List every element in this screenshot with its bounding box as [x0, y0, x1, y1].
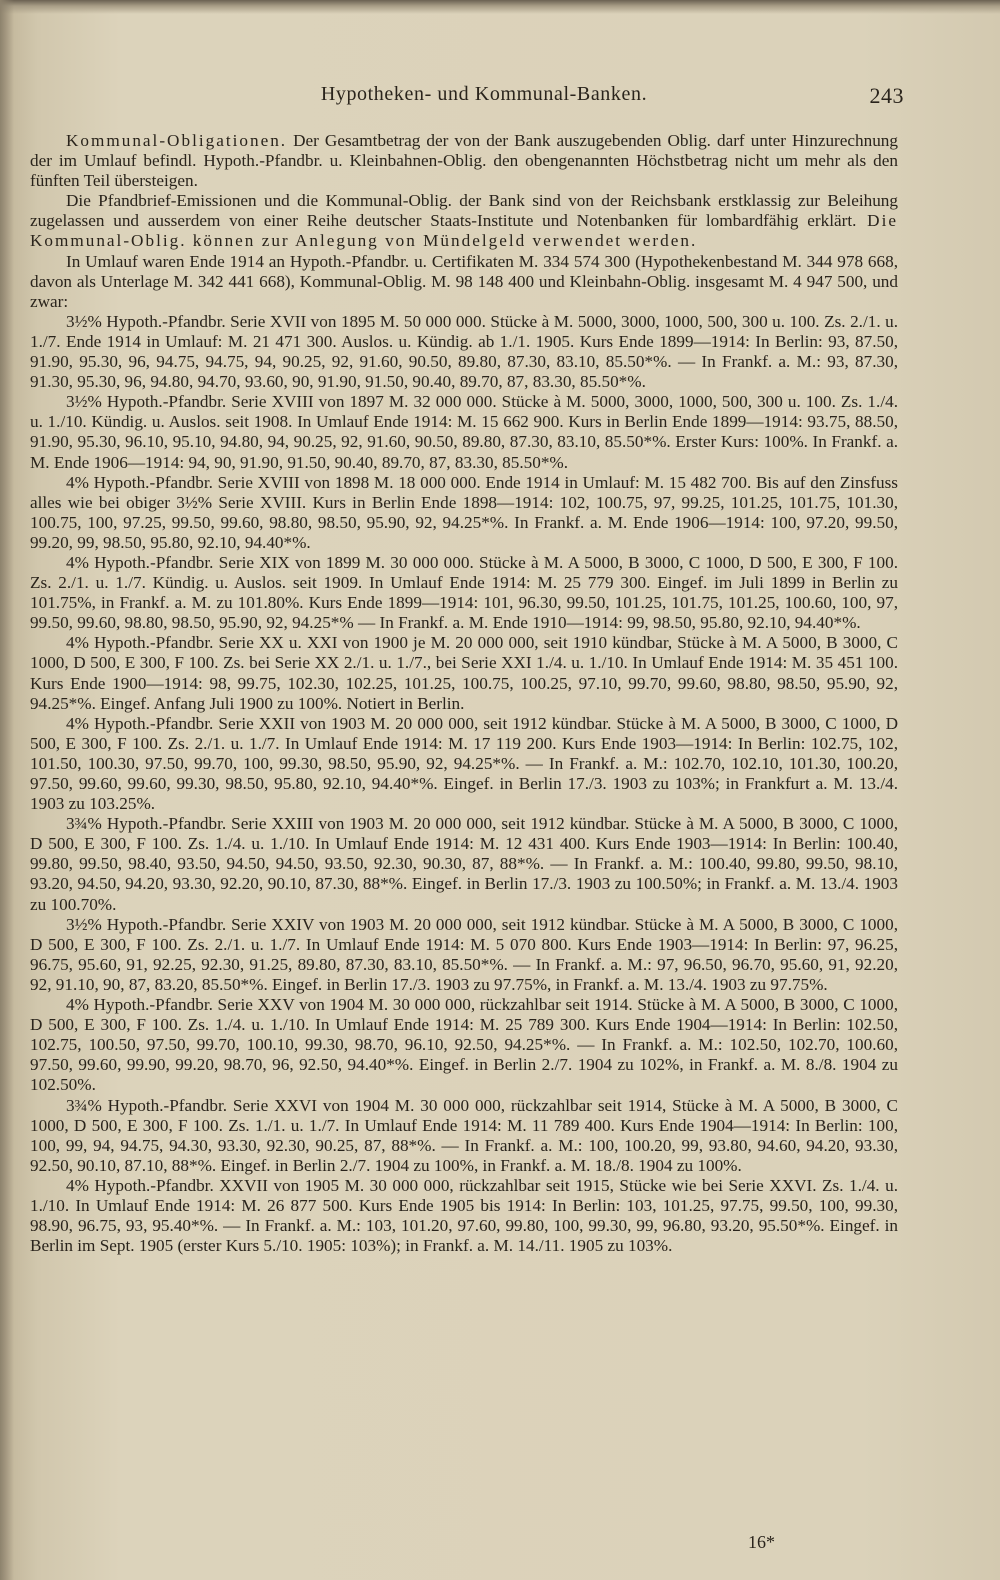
paragraph-serie-xviii-3-5	[30, 392, 898, 472]
body-text	[30, 131, 898, 1256]
running-title: Hypotheken- und Kommunal-Banken.	[320, 83, 648, 105]
page-number: 243	[869, 83, 904, 108]
paragraph-serie-xxiv	[30, 915, 898, 995]
paragraph-text: 4% Hypoth.-Pfandbr. Serie XVIII von 1898 M. 18 000 000. Ende 1914 in Umlauf: M. 15 482 700. Bis auf den Zinsfuss alles wie bei obiger 3½% Serie XVIII. Kurs in Berlin Ende 1898—1914: 102, 100.75, 97, 99.25, 101.25, 101.75, 101.30, 100.75, 100, 97.25, 99.50, 99.60, 98.80, 98.50, 95.90, 92, 94.25*%. In Frankf. a. M. Ende 1906—1914: 100, 97.20, 99.50, 99.20, 99, 98.50, 95.80, 92.10, 94.40*%.	[30, 472, 898, 552]
signature-mark: 16*	[748, 1532, 775, 1552]
paragraph-text: 3¾% Hypoth.-Pfandbr. Serie XXVI von 1904 M. 30 000 000, rückzahlbar seit 1914, Stücke à M. A 5000, B 3000, C 1000, D 500, E 300, F 100. Zs. 1./1. u. 1./7. In Umlauf Ende 1914: M. 11 789 400. Kurs Ende 1904—1914: In Berlin: 100, 100, 99, 94, 94.75, 94.30, 93.30, 92.30, 90.25, 87, 88*%. — In Frankf. a. M.: 100, 100.20, 99, 93.80, 94.60, 94.20, 93.30, 92.50, 90.10, 87.10, 88*%. Eingef. in Berlin 2./7. 1904 zu 100%, in Frankf. a. M. 18./8. 1904 zu 100%.	[30, 1095, 898, 1175]
paragraph-umlauf-summary	[30, 252, 898, 312]
paragraph-text: 4% Hypoth.-Pfandbr. XXVII von 1905 M. 30 000 000, rückzahlbar seit 1915, Stücke wie bei Serie XXVI. Zs. 1./4. u. 1./10. In Umlauf Ende 1914: M. 26 877 500. Kurs Ende 1905 bis 1914: In Berlin: 103, 101.25, 97.75, 99.50, 100, 99.30, 98.90, 96.75, 93, 95.40*%. — In Frankf. a. M.: 103, 101.20, 97.60, 99.80, 100, 99.30, 99, 96.80, 93.20, 95.50*%. Eingef. in Berlin im Sept. 1905 (erster Kurs 5./10. 1905: 103%); in Frankf. a. M. 14./11. 1905 zu 103%.	[30, 1175, 898, 1256]
paragraph-text: 3½% Hypoth.-Pfandbr. Serie XVII von 1895 M. 50 000 000. Stücke à M. 5000, 3000, 1000, 500, 300 u. 100. Zs. 2./1. u. 1./7. Ende 1914 in Umlauf: M. 21 471 300. Auslos. u. Kündig. ab 1./1. 1905. Kurs Ende 1899—1914: In Berlin: 93, 87.50, 91.90, 95.30, 96, 94.75, 94.75, 94, 90.25, 92, 91.60, 90.50, 89.80, 87.30, 83.10, 85.50*%. — In Frankf. a. M.: 93, 87.30, 91.30, 95.30, 96, 94.80, 94.70, 93.60, 90, 91.90, 91.50, 90.40, 89.70, 87, 83.30, 85.50*%.	[30, 311, 898, 392]
paragraph-text: 3½% Hypoth.-Pfandbr. Serie XXIV von 1903 M. 20 000 000, seit 1912 kündbar. Stücke à M. A 5000, B 3000, C 1000, D 500, E 300, F 100. Zs. 2./1. u. 1./7. In Umlauf Ende 1914: M. 5 070 800. Kurs Ende 1903—1914: In Berlin: 97, 96.25, 96.75, 95.60, 91, 92.25, 92.30, 91.25, 89.80, 87.30, 83.10, 85.50*%. — In Frankf. a. M.: 97, 96.50, 96.70, 95.60, 91, 92.20, 92, 91.10, 90, 87, 83.20, 85.50*%. Eingef. in Berlin 17./3. 1903 zu 97.75%, in Frankf. a. M. 13./4. 1903 zu 97.75%.	[30, 914, 898, 994]
page-top-shadow	[0, 0, 1000, 14]
paragraph-serie-xxvi	[30, 1096, 898, 1176]
paragraph-serie-xviii-4	[30, 473, 898, 553]
paragraph-text: 4% Hypoth.-Pfandbr. Serie XX u. XXI von 1900 je M. 20 000 000, seit 1910 kündbar, Stücke à M. A 5000, B 3000, C 1000, D 500, E 300, F 100. Zs. bei Serie XX 2./1. u. 1./7., bei Serie XXI 1./4. u. 1./10. In Umlauf Ende 1914: M. 35 451 100. Kurs Ende 1900—1914: 98, 99.75, 102.30, 102.25, 101.25, 100.75, 100.25, 97.10, 99.70, 99.60, 98.80, 98.50, 95.90, 92, 94.25*%. Eingef. Anfang Juli 1900 zu 100%. Notiert in Berlin.	[30, 633, 898, 713]
spaced-heading: Kommunal-Obligationen.	[66, 131, 288, 150]
paragraph-pfandbrief-emissionen	[30, 191, 898, 251]
paragraph-text: Der Gesamtbetrag der von der Bank auszugebenden Oblig. darf unter Hinzurechnung der im Umlauf befindl. Hypoth.-Pfandbr. u. Kleinbahnen-Oblig. den obengenannten Höchstbetrag nicht um mehr als den fünften Teil übersteigen.	[30, 131, 898, 191]
paragraph-text: 4% Hypoth.-Pfandbr. Serie XIX von 1899 M. 30 000 000. Stücke à M. A 5000, B 3000, C 1000, D 500, E 300, F 100. Zs. 2./1. u. 1./7. Kündig. u. Auslos. seit 1909. In Umlauf Ende 1914: M. 25 779 300. Eingef. im Juli 1899 in Berlin zu 101.75%, in Frankf. a. M. zu 101.80%. Kurs Ende 1899—1914: 101, 96.30, 99.50, 101.25, 101.75, 101.25, 100.60, 100, 97, 99.50, 99.60, 98.80, 98.50, 95.90, 92, 94.25*% — In Frankf. a. M. Ende 1910—1914: 99, 98.50, 95.80, 92.10, 94.40*%.	[30, 552, 898, 633]
spaced-sentence: Die Kommunal-Oblig. können zur Anlegung von Mündelgeld verwendet werden.	[30, 211, 898, 251]
paragraph-serie-xvii	[30, 312, 898, 392]
paragraph-text: 3½% Hypoth.-Pfandbr. Serie XVIII von 1897 M. 32 000 000. Stücke à M. 5000, 3000, 1000, 500, 300 u. 100. Zs. 1./4. u. 1./10. Kündig. u. Auslos. seit 1908. In Umlauf Ende 1914: M. 15 662 900. Kurs in Berlin Ende 1899—1914: 93.75, 88.50, 91.90, 95.30, 96.10, 95.10, 94.80, 94, 90.25, 92, 91.60, 90.50, 89.80, 87.30, 83.10, 85.50*%. Erster Kurs: 100%. In Frankf. a. M. Ende 1906—1914: 94, 90, 91.90, 91.50, 90.40, 89.70, 87, 83.30, 85.50*%.	[30, 392, 898, 472]
paragraph-serie-xx-xxi	[30, 633, 898, 713]
paragraph-text: 4% Hypoth.-Pfandbr. Serie XXV von 1904 M. 30 000 000, rückzahlbar seit 1914. Stücke à M. A 5000, B 3000, C 1000, D 500, E 300, F 100. Zs. 1./4. u. 1./10. In Umlauf Ende 1914: M. 25 789 300. Kurs Ende 1904—1914: In Berlin: 102.50, 102.75, 100.50, 97.50, 99.70, 100.10, 99.30, 98.70, 96.10, 92.50, 94.25*%. — In Frankf. a. M.: 102.50, 102.70, 100.60, 97.50, 99.60, 99.90, 99.20, 98.70, 96, 92.50, 94.40*%. Eingef. in Berlin 2./7. 1904 zu 102%, in Frankf. a. M. 8./8. 1904 zu 102.50%.	[30, 995, 898, 1095]
paragraph-kommunal-obligationen	[30, 131, 898, 191]
paragraph-serie-xxvii	[30, 1176, 898, 1256]
paragraph-serie-xxii	[30, 714, 898, 814]
paragraph-text: Die Pfandbrief-Emissionen und die Kommunal-Oblig. der Bank sind von der Reichsbank erstklassig zur Beleihung zugelassen und ausserdem von einer Reihe deutscher Staats-Institute und Notenbanken für lombardfähig erklärt.	[30, 191, 898, 231]
page-binding-shadow	[0, 0, 14, 1580]
paragraph-text: 4% Hypoth.-Pfandbr. Serie XXII von 1903 M. 20 000 000, seit 1912 kündbar. Stücke à M. A 5000, B 3000, C 1000, D 500, E 300, F 100. Zs. 2./1. u. 1./7. In Umlauf Ende 1914: M. 17 119 200. Kurs Ende 1903—1914: In Berlin: 102.75, 102, 101.50, 100.30, 97.50, 99.70, 100, 99.30, 98.50, 95.90, 92, 94.25*%. — In Frankf. a. M.: 102.70, 102.10, 101.30, 100.20, 97.50, 99.60, 99.60, 99.30, 98.50, 95.80, 92.10, 94.40*%. Eingef. in Berlin 17./3. 1903 zu 103%; in Frankfurt a. M. 13./4. 1903 zu 103.25%.	[30, 713, 898, 814]
running-head	[64, 83, 904, 113]
paragraph-text: In Umlauf waren Ende 1914 an Hypoth.-Pfandbr. u. Certifikaten M. 334 574 300 (Hypothekenbestand M. 344 978 668, davon als Unterlage M. 342 441 668), Kommunal-Oblig. M. 98 148 400 und Kleinbahn-Oblig. insgesamt M. 4 947 500, und zwar:	[30, 251, 898, 311]
paragraph-serie-xix	[30, 553, 898, 633]
paragraph-text: 3¾% Hypoth.-Pfandbr. Serie XXIII von 1903 M. 20 000 000, seit 1912 kündbar. Stücke à M. A 5000, B 3000, C 1000, D 500, E 300, F 100. Zs. 1./4. u. 1./10. In Umlauf Ende 1914: M. 12 431 400. Kurs Ende 1903—1914: In Berlin: 100.40, 99.80, 99.50, 98.40, 93.50, 94.50, 94.50, 93.50, 92.30, 90.30, 87, 88*%. — In Frankf. a. M.: 100.40, 99.80, 99.50, 98.10, 93.20, 94.50, 94.20, 93.30, 92.20, 90.10, 87.30, 88*%. Eingef. in Berlin 17./3. 1903 zu 100.50%; in Frankf. a. M. 13./4. 1903 zu 100.70%.	[30, 814, 898, 914]
paragraph-serie-xxiii	[30, 814, 898, 914]
paragraph-serie-xxv	[30, 995, 898, 1095]
